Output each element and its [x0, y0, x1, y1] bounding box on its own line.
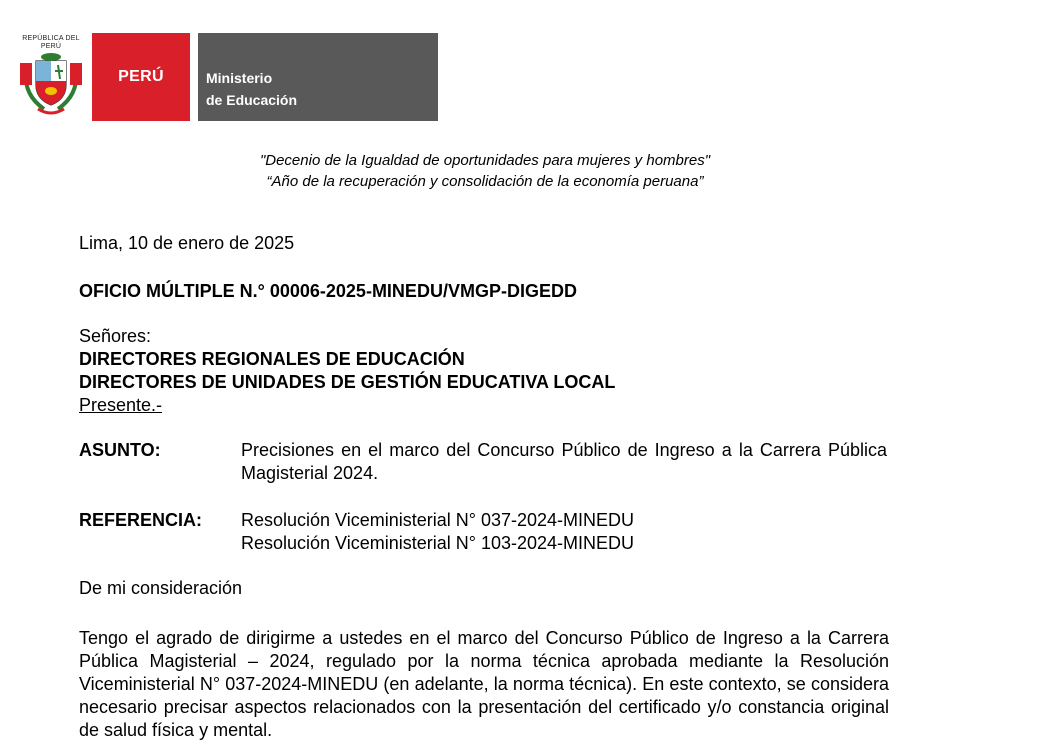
asunto-text: Precisiones en el marco del Concurso Público de Ingreso a la Carrera Pública Magisterial 2024.	[241, 440, 887, 483]
oficio-number: OFICIO MÚLTIPLE N.° 00006-2025-MINEDU/VMGP-DIGEDD	[79, 281, 577, 301]
referencia-list	[241, 509, 887, 555]
asunto-label: ASUNTO:	[79, 440, 161, 460]
greeting: De mi consideración	[79, 578, 243, 598]
slogans	[0, 150, 970, 192]
addressee-block	[79, 325, 889, 417]
presente-label: Presente.-	[79, 395, 163, 415]
recipient-ugel-directors: DIRECTORES DE UNIDADES DE GESTIÓN EDUCATIVA LOCAL	[79, 372, 616, 392]
recipient-regional-directors: DIRECTORES REGIONALES DE EDUCACIÓN	[79, 349, 465, 369]
paragraph-1: Tengo el agrado de dirigirme a ustedes en el marco del Concurso Público de Ingreso a la Carrera Pública Magisterial – 2024, regulado por la norma técnica aprobada mediante la Resolución Viceministerial N° 037-2024-MINEDU (en adelante, la norma técnica). En este contexto, se considera necesario precisar aspectos relacionados con la presentación del certificado y/o constancia original de salud física y mental.	[79, 628, 889, 740]
seal-caption: REPÚBLICA DEL PERÚ	[22, 35, 80, 50]
ministry-brand-box	[198, 33, 438, 121]
referencia-item: Resolución Viceministerial N° 037-2024-MINEDU	[241, 510, 635, 530]
coat-of-arms-seal	[14, 33, 88, 121]
ministry-line-1: Ministerio	[206, 70, 273, 86]
referencia-item: Resolución Viceministerial N° 103-2024-MINEDU	[241, 533, 635, 553]
peru-brand-box	[92, 33, 190, 121]
letter-date: Lima, 10 de enero de 2025	[79, 233, 295, 253]
country-label: PERÚ	[118, 68, 164, 85]
slogan-line-1: "Decenio de la Igualdad de oportunidades para mujeres y hombres"	[259, 152, 711, 169]
salutation: Señores:	[79, 326, 152, 346]
slogan-line-2: “Año de la recuperación y consolidación de la economía peruana”	[266, 173, 704, 190]
ministry-line-2: de Educación	[206, 92, 298, 108]
referencia-label: REFERENCIA:	[79, 510, 203, 530]
